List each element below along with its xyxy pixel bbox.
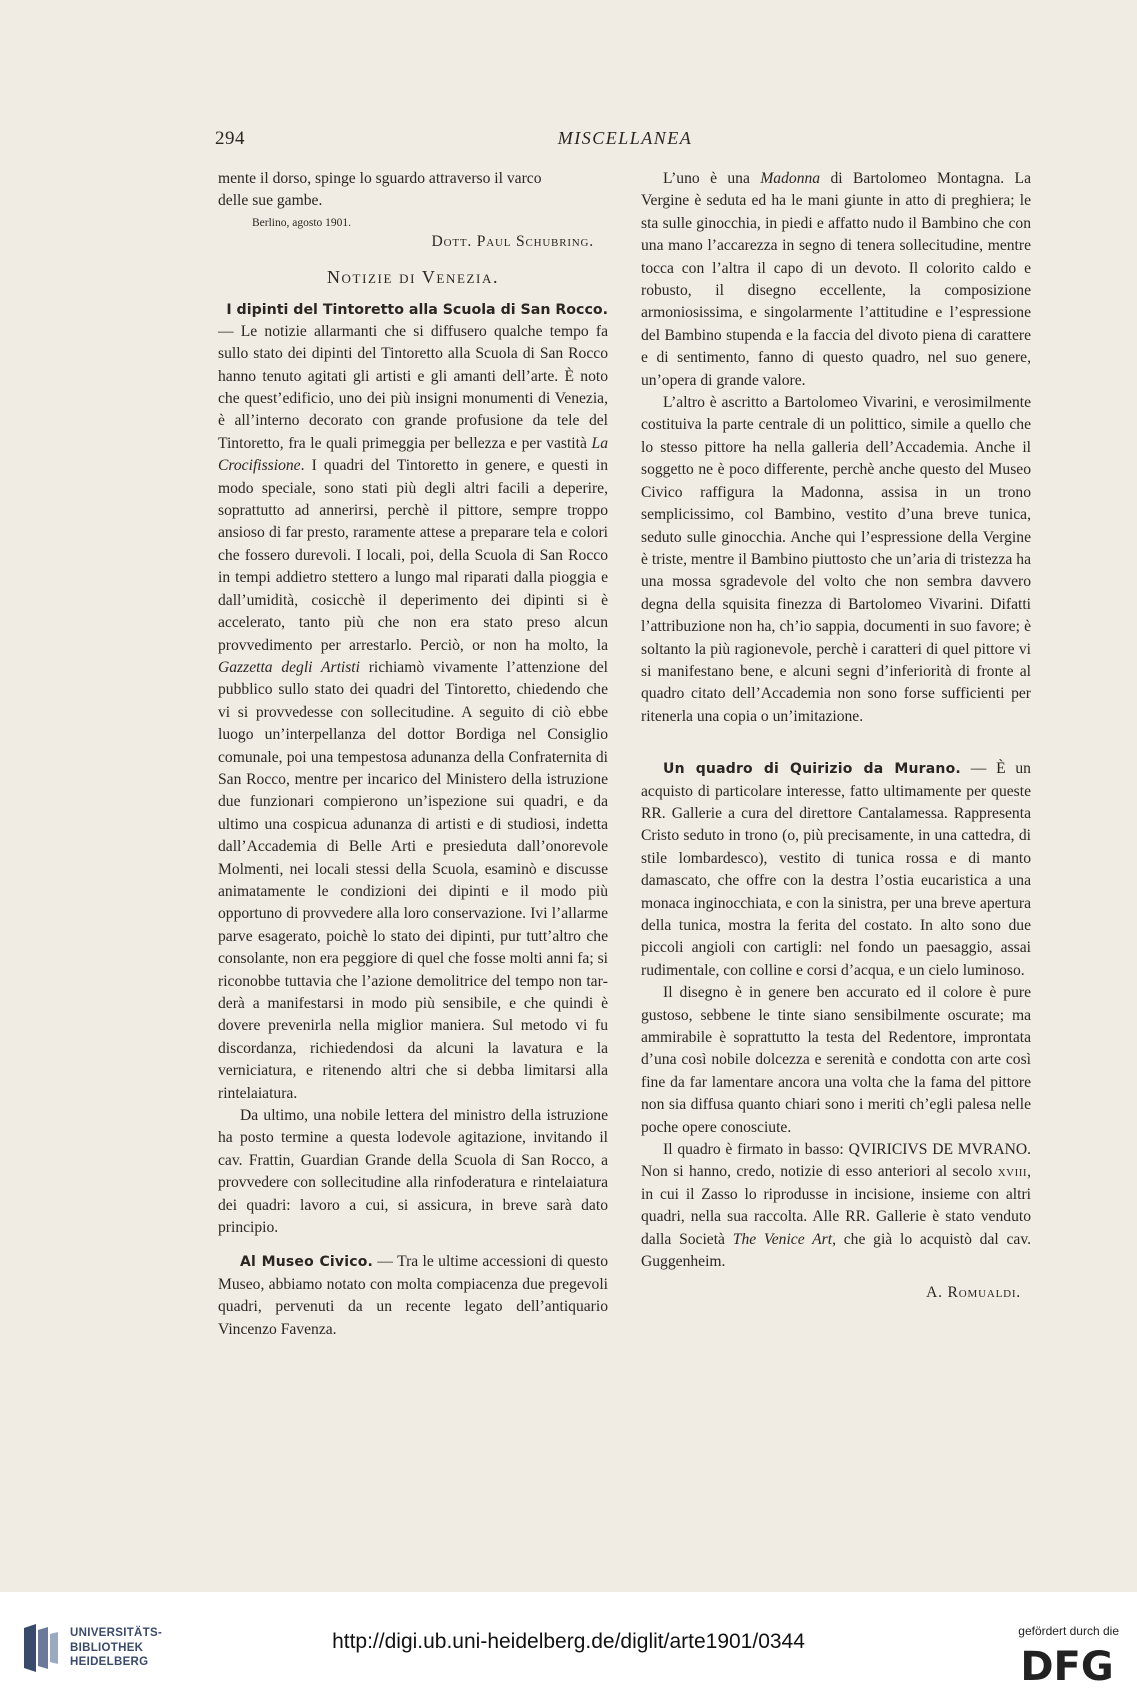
digital-library-url[interactable]: http://digi.ub.uni-heidelberg.de/diglit/arte1901/0344 [332, 1630, 805, 1653]
page-number: 294 [215, 128, 245, 149]
quirizio-paragraph: Un quadro di Quirizio da Murano. — È un acquisto di particolare interesse, fatto ultimamente per queste RR. Gallerie a cura del direttore Cantalamessa. Rappresenta Cristo seduto in trono (o, più precisamente, in una cattedra, di stile lombardesco), vestito di tunica rossa e di manto damascato, che offre con la destra l’ostia eucaristica a una monaca inginocchiata, e con la sinistra, per una breve apertura della tunica, mostra la ferita del costato. In alto sono due piccoli angioli con cartigli: nel fondo un paesaggio, assai rudimentale, con colline e corsi d’acqua, e un cielo luminoso. [641, 760, 1031, 979]
firma-paragraph: Il quadro è firmato in basso: QVIRICIVS DE MVRANO. Non si hanno, credo, notizie di esso anteriori al secolo xviii, in cui il Zasso lo riprodusse in incisione, insieme con altri quadri, nella sua raccolta. Alle RR. Gallerie è stato venduto dalla Società The Venice Art, che già lo acquistò dal cav. Guggenheim. [641, 1141, 1032, 1271]
dfg-logo [1017, 1644, 1117, 1686]
tintoretto-paragraph: — Le notizie allarmanti che si diffusero qualche tempo fa sullo stato dei dipinti del Tintoretto alla Scuola di San Rocco hanno tenuto agitati gli artisti e gli amanti dell’arte. È noto che quest’edificio, uno dei più insigni monumenti di Venezia, è all’interno decorato con grande profusione da tele del Tintoretto, fra le quali primeggia per bellezza e per vastità La Crocifissione. I quadri del Tintoretto in genere, e questi in modo speciale, sono stati più degli altri facili a deperire, soprattutto ad annerirsi, perchè il pittore, sempre troppo ansioso di far presto, raramente attese a preparare tela e colori che fossero durevoli. I locali, poi, della Scuola di San Rocco in tempi addietro stettero a lungo mal riparati dalla pioggia e dall’umidità, cosicchè il deperimento dei dipinti si è accelerato, tanto più che non era stato preso alcun provvedimento per arrestarlo. Perciò, or non ha molto, la Gazzetta degli Artisti richiamò vivamente l’attenzione del pubblico sullo stato dei quadri del Tintoretto, chiedendo che vi si provvedesse con sollecitudine. A seguito di ciò ebbe luogo un’interpellanza del dottor Bordiga nel Consiglio comunale, poi una tempestosa adunanza della Confraternita di San Rocco, mentre per incarico del Ministero della istruzione due funzionari compierono un’ispezione sui quadri, e da ultimo una cospicua adunanza di artisti e di studiosi, indetta dall’Accademia di Belle Arti e presieduta dall’onorevole Molmenti, nei locali stessi della Scuola, esaminò e discusse animatamente le condizioni dei dipinti e il modo più opportuno di provvedere alla loro conservazione. Ivi l’allarme parve esagerato, poichè lo stato dei dipinti, pur tutt’altro che consolante, non era peggiore di quel che fosse molti anni fa; si riconobbe tuttavia che l’azione demolitrice del tempo non tarderà a manifestarsi in modo più sensibile, e che quindi è dovere prevenirla nella miglior maniera. Sul metodo vi fu discordanza, richiedendosi da alcuni la lavatura e la verniciatura, e ritenendo altri che si debba limitarsi alla rintelaiatura. [218, 322, 608, 1102]
quirizio-heading: Un quadro di Quirizio da Murano. [663, 761, 961, 778]
left-column [218, 168, 608, 1341]
section-title: MISCELLANEA [557, 128, 693, 148]
intro-text: mente il dorso, spinge lo sguardo attraverso il varco delle sue gambe. [218, 170, 542, 210]
disegno-paragraph: Il disegno è in genere ben accurato ed il colore è pure gustoso, sebbene le tinte siano sensibilmente oscurate; ma ammirabile è soprattutto la testa del Redentore, improntata d’una così nobile dolcezza e serenità e condotta con arte così fine da far lamentare ancora una volta che la fama del pittore non sia diffusa quanto chiari sono i meriti ch’egli palesa nelle poche opere conosciute. [641, 984, 1031, 1136]
university-library-name: UNIVERSITÄTS- BIBLIOTHEK HEIDELBERG [70, 1627, 163, 1668]
running-head [215, 128, 1035, 152]
museo-paragraph: Al Museo Civico. — Tra le ultime accessioni di questo Museo, abbiamo notato con molta compiacenza due pregevoli quadri, pervenuti da un recente legato dell’antiquario Vincenzo Favenza. [218, 1253, 608, 1338]
tintoretto-heading: I dipinti del Tintoretto alla Scuola di San Rocco. [226, 301, 608, 318]
vivarini-paragraph: L’altro è ascritto a Bartolomeo Vivarini, e verosimilmente costituiva la parte centrale di un polittico, simile a quello che lo stesso pittore ha nella galleria dell’Accademia. Anche il soggetto ne è poco differente, perchè anche questo del Museo Civico raffigura la Madonna, assisa in un trono semplicissimo, col Bambino, vestito d’una breve tunica, seduto sulle ginocchia. Anche qui l’espressione della Vergine è triste, mentre il Bambino piuttosto che un’aria di tristezza ha una mossa sgradevole del volto che non sembra davvero degna della squisita finezza di Bartolomeo Vivarini. Difatti l’attribuzione non ha, ch’io sappia, documenti in suo favore; è soltanto la più ragionevole, perchè i caratteri di quel pittore vi si manifestano bene, e alcuni segni d’inferiorità di fronte al quadro citato dell’Accademia non sono forse sufficienti per ritenerla una copia o un’imitazione. [641, 394, 1031, 725]
author-signature: Dott. Paul Schubring. [431, 232, 594, 250]
footer-bar [0, 1592, 1137, 1703]
notizie-heading: Notizie di Venezia. [326, 266, 500, 287]
museo-heading: Al Museo Civico. [240, 1254, 374, 1271]
montagna-paragraph: L’uno è una Madonna di Bartolomeo Montagna. La Vergine è seduta ed ha le mani giunte in atto di preghiera; le sta sulle ginocchia, in piedi e affatto nudo il Bambino che con una mano l’accarezza in segno di tenera sollecitudine, mentre tocca con l’altra il capo di un devoto. Il colorito caldo e robusto, il disegno eccellente, la composizione armoniosissima, e singolarmente l’attitudine e l’espressione del Bambino stupenda e la faccia del divoto piena di carattere e di sentimento, fanno di questo quadro, nel suo genere, un’opera di grande valore. [641, 170, 1032, 389]
romualdi-signature: A. Romualdi. [926, 1283, 1021, 1301]
right-column [641, 168, 1031, 1304]
svg-text:DFG: DFG [1020, 1644, 1114, 1686]
funding-caption: gefördert durch die [1018, 1624, 1119, 1638]
place-date: Berlino, agosto 1901. [252, 216, 352, 229]
lettera-paragraph: Da ultimo, una nobile lettera del ministro della istruzione ha posto termine a questa lodevole agitazione, invitando il cav. Frattin, Guardian Grande della Scuola di San Rocco, a provvedere con sollecitudine alla rinfoderatura e rintelaiatura dei quadri: lavoro a cui, si assicura, in breve sarà dato principio. [218, 1107, 608, 1237]
